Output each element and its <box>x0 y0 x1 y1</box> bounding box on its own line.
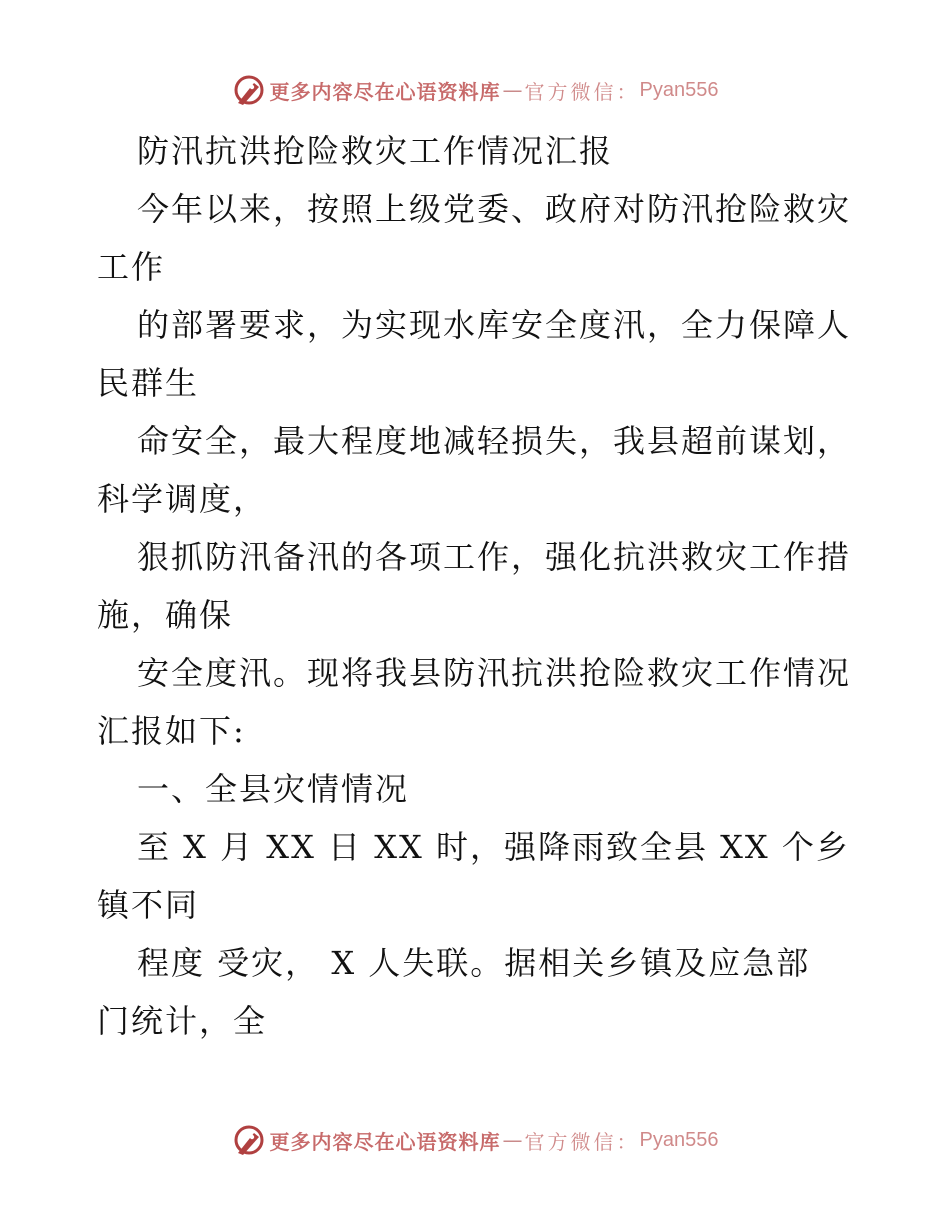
document-line: 门统计，全 <box>97 1002 268 1040</box>
document-line: 的部署要求，为实现水库安全度汛，全力保障人 <box>137 306 852 344</box>
document-line: 至 X 月 XX 日 XX 时，强降雨致全县 XX 个乡 <box>137 828 850 866</box>
banner-dash: — <box>502 1128 523 1152</box>
footer-banner <box>0 1120 950 1160</box>
document-body <box>97 122 857 1050</box>
document-line: 施，确保 <box>97 596 234 634</box>
document-line: 程度 受灾， X 人失联。据相关乡镇及应急部 <box>137 944 811 982</box>
document-line: 汇报如下: <box>97 712 246 750</box>
document-line: 安全度汛。现将我县防汛抗洪抢险救灾工作情况 <box>137 654 852 692</box>
document-line: 工作 <box>97 248 166 286</box>
document-line: 命安全，最大程度地减轻损失，我县超前谋划， <box>137 422 852 460</box>
document-line: 科学调度， <box>97 480 268 518</box>
document-line: 民群生 <box>97 364 200 402</box>
document-line: 今年以来，按照上级党委、政府对防汛抢险救灾 <box>137 190 852 228</box>
banner-title: 更多内容尽在心语资料库 <box>269 1129 501 1154</box>
document-title: 防汛抗洪抢险救灾工作情况汇报 <box>137 132 614 170</box>
header-banner <box>0 70 950 110</box>
banner-wechat-label: 官方微信： <box>524 79 640 104</box>
pen-nib-logo-icon <box>232 73 266 107</box>
document-line: 镇不同 <box>97 886 200 924</box>
document-line: 狠抓防汛备汛的各项工作，强化抗洪救灾工作措 <box>137 538 852 576</box>
banner-dash: — <box>502 78 523 102</box>
banner-title: 更多内容尽在心语资料库 <box>269 79 501 104</box>
banner-wechat-id: Pyan556 <box>639 78 719 101</box>
banner-wechat-id: Pyan556 <box>639 1128 719 1151</box>
section-heading: 一、全县灾情情况 <box>137 770 410 808</box>
banner-wechat-label: 官方微信： <box>524 1129 640 1154</box>
pen-nib-logo-icon <box>232 1123 266 1157</box>
